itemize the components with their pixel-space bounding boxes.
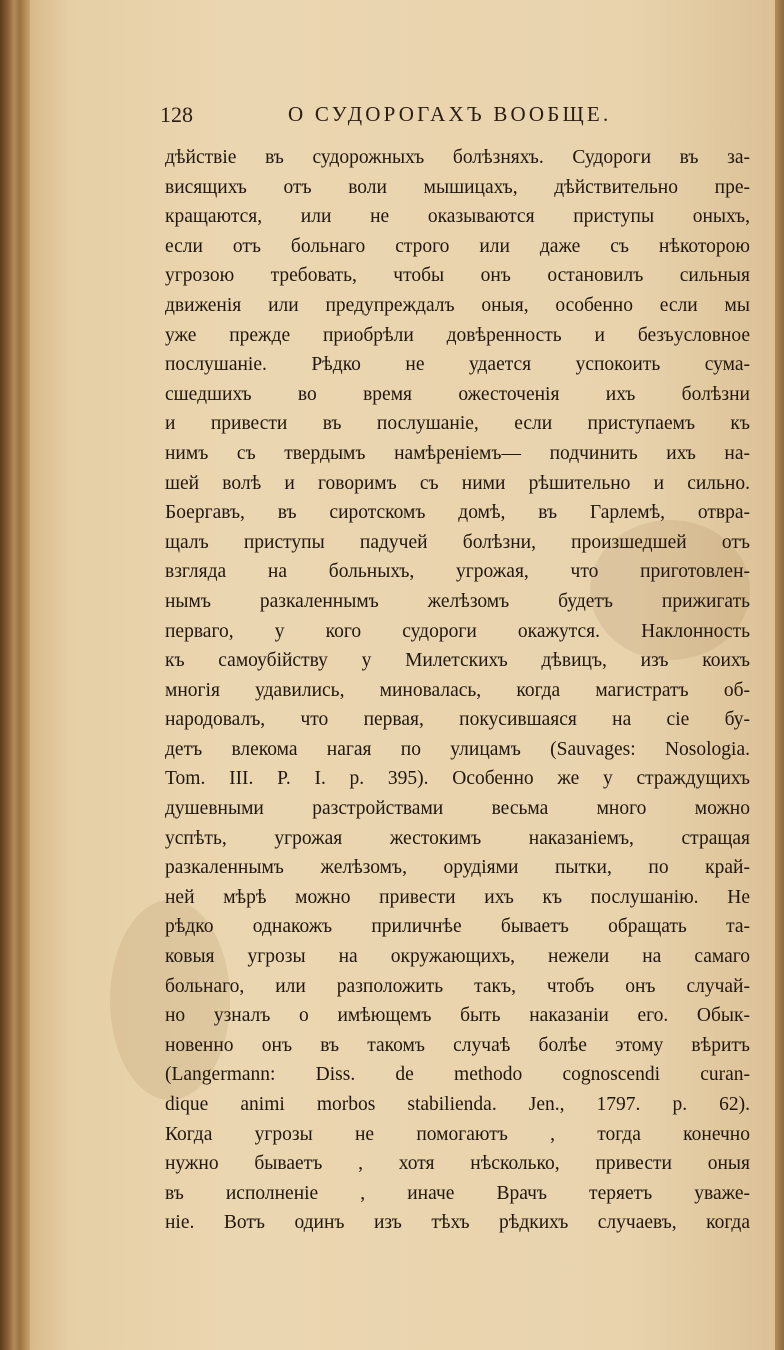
text-line: Боергавъ, въ сиротскомъ домѣ, въ Гарлемѣ, отвра- (165, 502, 750, 524)
text-line: многія удавились, миновалась, когда магистратъ об- (165, 679, 750, 701)
text-line: ніе. Вотъ одинъ изъ тѣхъ рѣдкихъ случаевъ, когда (165, 1212, 750, 1234)
text-line: и привести въ послушаніе, если приступаемъ къ (165, 413, 750, 435)
text-line: дѣйствіе въ судорожныхъ болѣзняхъ. Судороги въ за- (165, 147, 750, 168)
text-line: больнаго, или разположить такъ, чтобъ онъ случай- (165, 975, 750, 997)
running-title: О СУДОРОГАХЪ ВООБЩЕ. (288, 102, 612, 126)
text-line: кращаются, или не оказываются приступы оныхъ, (165, 206, 750, 228)
text-line: детъ влекома нагая по улицамъ (Sauvages: Nosologia. (165, 738, 750, 760)
text-line: если отъ больнаго строго или даже съ нѣкоторою (165, 235, 750, 257)
text-line: нымъ разкаленнымъ желѣзомъ будетъ прижигать (165, 590, 750, 612)
text-line: въ исполненіе , иначе Врачъ теряетъ уваже- (165, 1182, 750, 1204)
text-line: успѣть, угрожая жестокимъ наказаніемъ, стращая (165, 827, 750, 849)
text-line: уже прежде приобрѣли довѣренность и безъусловное (165, 324, 750, 346)
text-line: послушаніе. Рѣдко не удается успокоить сума- (165, 354, 750, 376)
text-line: угрозою требовать, чтобы онъ остановилъ сильныя (165, 265, 750, 287)
text-line: Когда угрозы не помогаютъ , тогда конечно (165, 1123, 750, 1145)
text-line: взгляда на больныхъ, угрожая, что приготовлен- (165, 561, 750, 583)
text-line: рѣдко однакожъ приличнѣе бываетъ обращать та- (165, 916, 750, 938)
page-header (160, 98, 660, 138)
text-line: народовалъ, что первая, покусившаяся на сіе бу- (165, 709, 750, 731)
text-line: шей волѣ и говоримъ съ ними рѣшительно и сильно. (165, 472, 750, 494)
text-line: dique animi morbos stabilienda. Jen., 1797. p. 62). (165, 1094, 750, 1115)
text-line: (Langermann: Diss. de methodo cognoscendi curan- (165, 1064, 750, 1086)
text-line: къ самоубійству у Милетскихъ дѣвицъ, изъ коихъ (165, 650, 750, 672)
text-line: щалъ приступы падучей болѣзни, произшедшей отъ (165, 531, 750, 553)
page-number: 128 (160, 102, 193, 127)
page-edge (775, 0, 784, 1350)
text-line: Tom. III. P. I. p. 395). Особенно же у страждущихъ (165, 768, 750, 790)
text-line: ней мѣрѣ можно привести ихъ къ послушанію. Не (165, 886, 750, 908)
text-line: висящихъ отъ воли мышицахъ, дѣйствительно пре- (165, 176, 750, 198)
text-line: перваго, у кого судороги окажутся. Наклонность (165, 620, 750, 642)
text-line: душевными разстройствами весьма много можно (165, 798, 750, 820)
text-line: ковыя угрозы на окружающихъ, нежели на самаго (165, 946, 750, 968)
text-line: движенія или предупреждалъ оныя, особенно если мы (165, 294, 750, 316)
body-text (165, 143, 750, 1238)
text-line: сшедшихъ во время ожесточенія ихъ болѣзни (165, 383, 750, 405)
text-line: нужно бываетъ , хотя нѣсколько, привести оныя (165, 1153, 750, 1175)
text-line: новенно онъ въ такомъ случаѣ болѣе этому вѣритъ (165, 1034, 750, 1056)
text-line: разкаленнымъ желѣзомъ, орудіями пытки, по край- (165, 857, 750, 879)
text-line: но узналъ о имѣющемъ быть наказаніи его. Обык- (165, 1005, 750, 1027)
text-line: нимъ съ твердымъ намѣреніемъ— подчинить ихъ на- (165, 442, 750, 464)
book-binding (0, 0, 30, 1350)
